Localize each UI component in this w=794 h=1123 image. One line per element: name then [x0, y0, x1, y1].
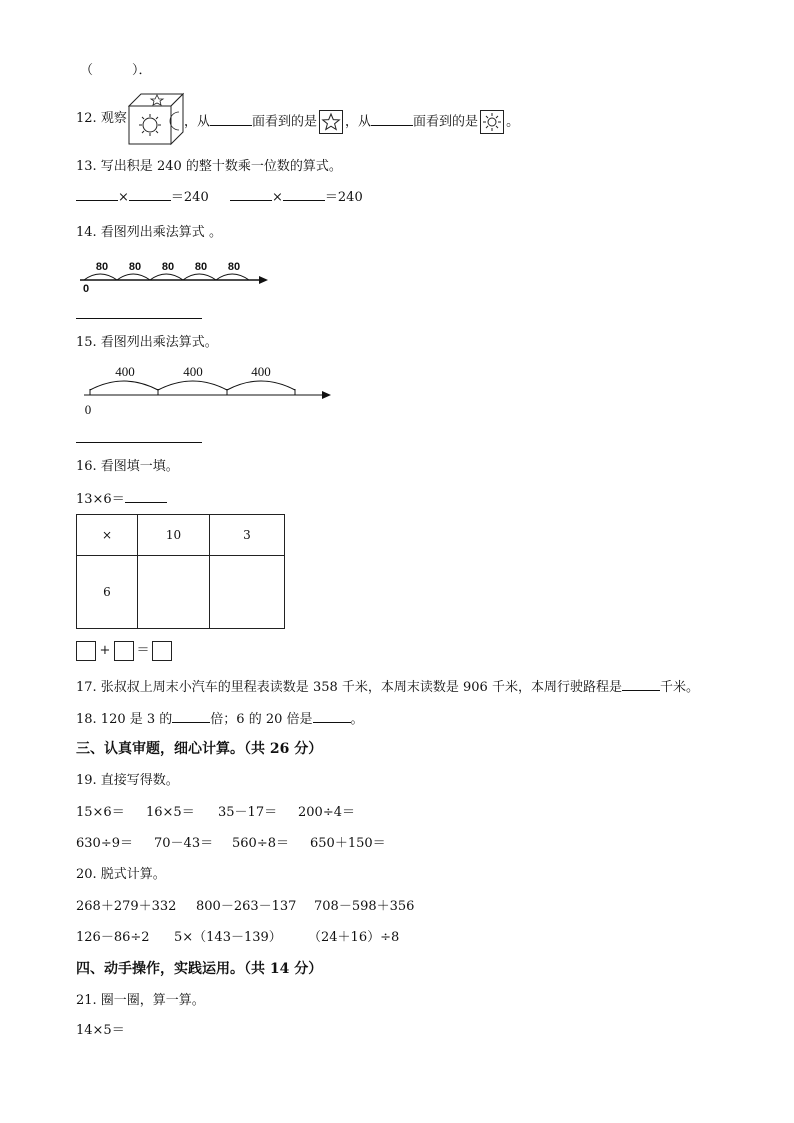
- q20-problem: 708－598＋356: [314, 899, 415, 914]
- q15-label: 400: [183, 364, 203, 379]
- q13-blank-b[interactable]: [129, 188, 171, 201]
- q16-box-c[interactable]: [152, 641, 172, 661]
- q18-text-b: 倍；6 的 20 倍是: [210, 712, 313, 727]
- q19-problem: 70－43＝: [154, 836, 214, 851]
- q12-text-from: ，从: [184, 114, 211, 130]
- q13-eq-1: ＝240: [170, 190, 209, 205]
- q12-period: 。: [506, 114, 520, 130]
- q13-formula-2: [230, 188, 363, 207]
- q13-blank-a[interactable]: [76, 188, 118, 201]
- q20-problem: 800－263－137: [196, 899, 297, 914]
- q20-problem: 268＋279＋332: [76, 899, 177, 914]
- q14-label: 80: [227, 261, 241, 273]
- sun-icon: [481, 111, 503, 133]
- q14-number-line: [76, 254, 276, 294]
- q15-title: 15. 看图列出乘法算式。: [76, 335, 218, 350]
- q16-expr: 13×6＝: [76, 492, 125, 507]
- q12-text-observe: 观察: [100, 111, 127, 126]
- q12-text-seen-2: 面看到的是: [413, 114, 479, 130]
- cube-illustration: [128, 90, 184, 146]
- q17-text: 17. 张叔叔上周末小汽车的里程表读数是 358 千米，本周末读数是 906 千米，本周行驶路程是: [76, 680, 622, 695]
- q20-title: 20. 脱式计算。: [76, 867, 166, 882]
- q19-title: 19. 直接写得数。: [76, 773, 179, 788]
- q18-blank-1[interactable]: [172, 710, 210, 723]
- q12-sun-box: [480, 110, 504, 134]
- q12-text-seen: 面看到的是: [252, 114, 318, 130]
- q13-title: 13. 写出积是 240 的整十数乘一位数的算式。: [76, 159, 342, 174]
- q15-zero: 0: [84, 402, 92, 417]
- q16-title: 16. 看图填一填。: [76, 459, 179, 474]
- q19-problem: 630÷9＝: [76, 836, 133, 851]
- q16-table-header: ×: [77, 515, 138, 556]
- q13-formula-1: [76, 188, 209, 207]
- q13-times-2: ×: [272, 190, 283, 205]
- q12-line: [76, 110, 127, 128]
- q20-problem: 126－86÷2: [76, 930, 150, 945]
- q12-rest: [184, 110, 519, 134]
- q16-box-a[interactable]: [76, 641, 96, 661]
- q15-answer-line[interactable]: [76, 442, 202, 443]
- q13-times-1: ×: [118, 190, 129, 205]
- q14-answer-line[interactable]: [76, 318, 202, 319]
- q19-problem: 650＋150＝: [310, 836, 386, 851]
- q14-label: 80: [95, 261, 109, 273]
- q19-problem: 16×5＝: [146, 805, 195, 820]
- q16-expr-line: [76, 490, 167, 509]
- q19-problem: 15×6＝: [76, 805, 125, 820]
- q16-table-header: 3: [210, 515, 285, 556]
- q18-text-a: 18. 120 是 3 的: [76, 712, 173, 727]
- section-4-heading: 四、动手操作，实践运用。（共 14 分）: [76, 961, 323, 977]
- q16-table: [76, 514, 285, 629]
- q20-problem: 5×（143－139）: [174, 930, 282, 945]
- q18-text-c: 。: [350, 712, 364, 727]
- q16-equals: ＝: [136, 643, 150, 658]
- q21-expr: 14×5＝: [76, 1023, 125, 1038]
- q17-tail: 千米。: [659, 680, 699, 695]
- q19-problem: 35－17＝: [218, 805, 278, 820]
- q14-title: 14. 看图列出乘法算式 。: [76, 225, 222, 240]
- q12-text-from-2: ，从: [345, 114, 372, 130]
- q12-blank-2[interactable]: [371, 113, 413, 126]
- q18-blank-2[interactable]: [313, 710, 351, 723]
- star-icon: [320, 111, 342, 133]
- q15-label: 400: [115, 364, 135, 379]
- q13-blank-c[interactable]: [230, 188, 272, 201]
- q15-label: 400: [251, 364, 271, 379]
- q13-eq-2: ＝240: [324, 190, 363, 205]
- q13-blank-d[interactable]: [283, 188, 325, 201]
- q15-number-line: [76, 360, 336, 420]
- q12-blank-1[interactable]: [210, 113, 252, 126]
- q16-box-b[interactable]: [114, 641, 134, 661]
- q16-plus: +: [99, 643, 111, 658]
- q11-answer-paren: （ ）．: [80, 63, 152, 78]
- q19-problem: 560÷8＝: [232, 836, 289, 851]
- q14-label: 80: [128, 261, 142, 273]
- q16-table-header: 10: [138, 515, 210, 556]
- q16-sum-row: [76, 640, 172, 663]
- q19-problem: 200÷4＝: [298, 805, 355, 820]
- q21-title: 21. 圈一圈，算一算。: [76, 993, 205, 1008]
- q16-table-cell-input[interactable]: [138, 556, 210, 629]
- q17-blank[interactable]: [622, 678, 660, 691]
- q14-zero: 0: [82, 283, 90, 294]
- q12-number: 12.: [76, 111, 97, 126]
- q14-label: 80: [194, 261, 208, 273]
- q14-label: 80: [161, 261, 175, 273]
- q12-star-box: [319, 110, 343, 134]
- q17-line: [76, 678, 699, 697]
- q16-table-cell-input[interactable]: [210, 556, 285, 629]
- q16-blank[interactable]: [125, 490, 167, 503]
- section-3-heading: 三、认真审题，细心计算。（共 26 分）: [76, 741, 323, 757]
- q16-table-cell: 6: [77, 556, 138, 629]
- q20-problem: （24＋16）÷8: [308, 930, 400, 945]
- q18-line: [76, 710, 364, 729]
